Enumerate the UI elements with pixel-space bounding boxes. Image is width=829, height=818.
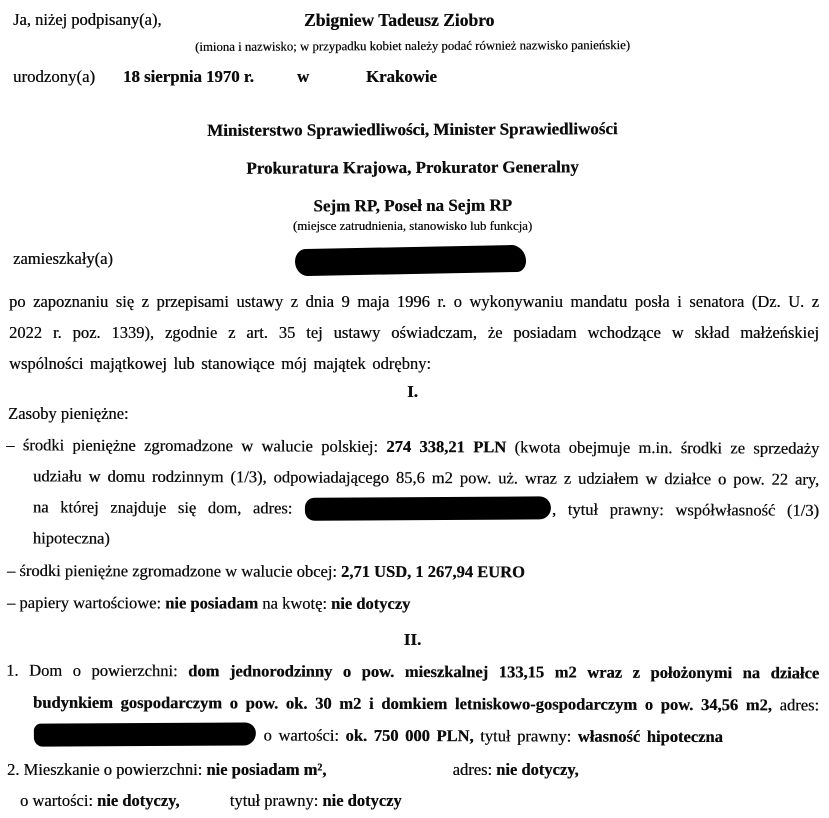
apartment-title-label: tytuł prawny: (229, 791, 319, 810)
birth-row (6, 67, 819, 89)
declarant-name: Zbigniew Tadeusz Ziobro (304, 10, 495, 30)
securities-label: – papiery wartościowe: (6, 592, 161, 613)
polish-funds-note-before: (kwota obejmuje m.in. środki ze sprzedaży udziału w domu rodzinnym (1/3), odpowiadającego 85,6 m2 pow. uż. wraz z udziałem w działce o pow. 22 ary, na której znajduje się dom, adres: (32, 437, 820, 518)
house-item (6, 655, 819, 754)
apartment-number: 2. (7, 760, 20, 779)
apartment-area-value: nie posiadam m², (206, 760, 327, 779)
residence-label: zamieszkały(a) (13, 249, 113, 268)
residence-row (6, 247, 819, 277)
apartment-value: nie dotyczy, (96, 791, 180, 810)
employment-block (6, 109, 819, 227)
securities-value: nie posiadam (165, 593, 259, 613)
apartment-item (6, 754, 819, 816)
intro-paragraph: po zapoznaniu się z przepisami ustawy z dnia 9 maja 1996 r. o wykonywaniu mandatu posła i senatora (Dz. U. z 2022 r. poz. 1339), zgodnie z art. 35 tej ustawy oświadczam, że posiadam wchodzące w skład małżeńskiej wspólności majątkowej lub stanowiące mój majątek odrębny: (9, 292, 819, 373)
employment-line: Prokuratura Krajowa, Prokurator Generalny (246, 157, 579, 178)
redaction-bar-house-address (34, 722, 256, 746)
house-title-value: własność hipoteczna (577, 726, 723, 747)
birth-preposition: w (297, 67, 310, 86)
apartment-address-label: adres: (452, 760, 492, 779)
foreign-funds-label: – środki pieniężne zgromadzone w walucie obcej: (6, 560, 337, 581)
section-2-heading: II. (403, 630, 422, 649)
house-address-label: adres: (779, 695, 820, 715)
opening-label: Ja, niżej podpisany(a), (13, 10, 162, 29)
polish-funds-amount: 274 338,21 PLN (386, 436, 507, 457)
redaction-bar-residence-address (295, 245, 526, 276)
house-value-label: o wartości: (263, 725, 339, 745)
house-value: ok. 750 000 PLN, (345, 725, 474, 746)
redaction-bar-plot-address (305, 496, 551, 521)
house-number: 1. (6, 660, 19, 680)
polish-funds-note-after: , tytuł prawny: współwłasność (1/3) hipoteczna) (32, 499, 819, 548)
section-1-title: Zasoby pieniężne: (8, 404, 129, 423)
securities-amount-label: na kwotę: (262, 593, 327, 613)
apartment-line-1 (6, 754, 819, 785)
securities-amount-value: nie dotyczy (330, 593, 411, 613)
birth-label: urodzony(a) (13, 67, 96, 86)
apartment-value-label: o wartości: (20, 791, 93, 810)
section-1-heading: I. (407, 382, 418, 401)
name-field-hint: (imiona i nazwisko; w przypadku kobiet należy podać również nazwisko panieńskie) (194, 38, 631, 54)
apartment-address-value: nie dotyczy, (496, 760, 579, 779)
apartment-title-value: nie dotyczy (322, 791, 402, 810)
employment-field-hint: (miejsce zatrudnienia, stanowisko lub funkcja) (292, 219, 533, 233)
birth-place: Krakowie (366, 67, 437, 86)
polish-funds-label: – środki pieniężne zgromadzone w walucie polskiej: (6, 435, 378, 456)
polish-funds-item (6, 429, 820, 557)
foreign-funds-item (6, 561, 819, 585)
house-label: Dom o powierzchni: (29, 660, 178, 681)
birth-date: 18 sierpnia 1970 r. (123, 67, 254, 86)
securities-item (6, 593, 819, 617)
house-description: dom jednorodzinny o pow. mieszkalnej 133,15 m2 wraz z położonymi na działce budynkiem gospodarczym o pow. ok. 30 m2 i domkiem letniskowo-gospodarczym o pow. 34,56 m2, (32, 661, 820, 715)
opening-row (6, 10, 819, 34)
apartment-label: Mieszkanie o powierzchni: (23, 760, 203, 779)
house-title-label: tytuł prawny: (480, 726, 572, 746)
employment-line: Sejm RP, Poseł na Sejm RP (313, 195, 513, 216)
apartment-line-2 (6, 785, 819, 816)
foreign-funds-amount: 2,71 USD, 1 267,94 EURO (340, 561, 525, 582)
employment-line: Ministerstwo Sprawiedliwości, Minister Sprawiedliwości (207, 119, 618, 140)
